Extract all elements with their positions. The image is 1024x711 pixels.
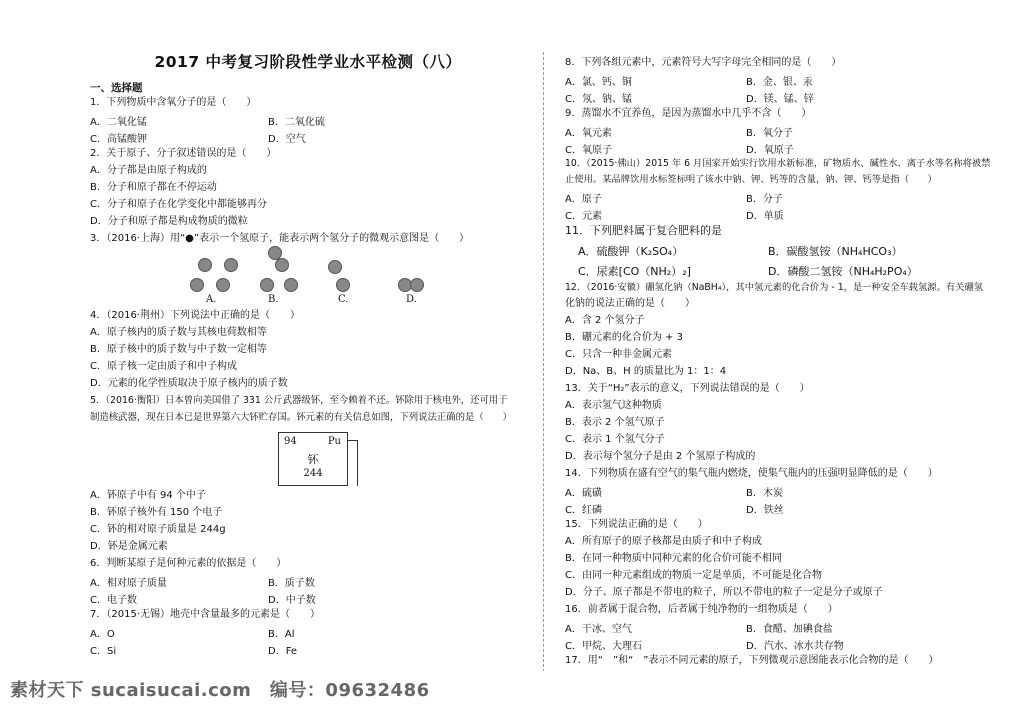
q15-option-d: D．分子、原子都是不带电的粒子，所以不带电的粒子一定是分子或原子: [565, 587, 883, 598]
q14-option-c: C．红磷: [565, 505, 602, 516]
q4-option-d: D．元素的化学性质取决于原子核内的质子数: [90, 378, 288, 389]
question-10-line-2: 止使用。某品牌饮用水标签标明了该水中钠、钾、钙等的含量，钠、钾、钙等是指（ ）: [565, 174, 937, 185]
question-14: 14．下列物质在盛有空气的集气瓶内燃烧，使集气瓶内的压强明显降低的是（ ）: [565, 468, 938, 479]
atom-dot: [260, 278, 274, 292]
q10-option-c: C．元素: [565, 211, 602, 222]
element-symbol: Pu: [327, 436, 341, 447]
q11-option-c: C．尿素[CO（NH₂）₂]: [578, 265, 691, 278]
q8-option-c: C．氖、钠、锰: [565, 94, 632, 105]
page-title: 2017 中考复习阶段性学业水平检测（八）: [154, 53, 462, 71]
q1-option-a: A．二氧化锰: [90, 117, 147, 128]
q1-option-b: B．二氧化硫: [268, 117, 325, 128]
q9-option-b: B．氧分子: [746, 128, 793, 139]
diagram-label-d: D.: [406, 294, 417, 305]
atom-dot: [275, 258, 289, 272]
q9-option-d: D．氧原子: [746, 145, 794, 156]
diagram-label-c: C.: [338, 294, 349, 305]
q15-option-c: C．由同一种元素组成的物质一定是单质，不可能是化合物: [565, 570, 822, 581]
q16-option-d: D．汽水、冰水共存物: [746, 641, 844, 652]
q6-option-c: C．电子数: [90, 595, 137, 606]
question-9: 9．蒸馏水不宜养鱼，是因为蒸馏水中几乎不含（ ）: [565, 108, 812, 119]
question-11: 11．下列肥料属于复合肥料的是: [565, 224, 722, 237]
q11-option-a: A．硫酸钾（K₂SO₄）: [578, 245, 684, 258]
q7-option-b: B．Al: [268, 629, 295, 640]
atomic-number: 94: [284, 436, 297, 447]
atom-dot: [190, 278, 204, 292]
element-card: [278, 432, 348, 486]
q8-option-d: D．镁、锰、锌: [746, 94, 814, 105]
element-card-edge: [348, 440, 358, 486]
question-5-line-2: 制造核武器，现在日本已是世界第六大钚贮存国。钚元素的有关信息如图，下列说法正确的是（ ）: [90, 412, 512, 423]
question-8: 8．下列各组元素中，元素符号大写字母完全相同的是（ ）: [565, 57, 842, 68]
section-heading: 一、选择题: [90, 82, 143, 94]
q13-option-c: C．表示 1 个氢气分子: [565, 434, 665, 445]
atom-dot: [224, 258, 238, 272]
question-3: 3．（2016·上海）用“●”表示一个氢原子，能表示两个氢分子的微观示意图是（ ）: [90, 233, 470, 244]
q10-option-a: A．原子: [565, 194, 602, 205]
question-16: 16．前者属于混合物，后者属于纯净物的一组物质是（ ）: [565, 604, 838, 615]
q5-option-a: A．钚原子中有 94 个中子: [90, 490, 206, 501]
q8-option-a: A．氯、钙、铜: [565, 77, 632, 88]
q10-option-b: B．分子: [746, 194, 783, 205]
q4-option-a: A．原子核内的质子数与其核电荷数相等: [90, 327, 267, 338]
diagram-label-a: A.: [206, 294, 217, 305]
q14-option-b: B．木炭: [746, 488, 783, 499]
question-12-line-1: 12．（2016·安徽）硼氢化钠（NaBH₄），其中氢元素的化合价为 - 1，是一种安全车载氢源。有关硼氢: [565, 282, 984, 293]
q2-option-a: A．分子都是由原子构成的: [90, 165, 207, 176]
atomic-mass: 244: [303, 468, 323, 479]
atom-dot: [328, 260, 342, 274]
q2-option-d: D．分子和原子都是构成物质的微粒: [90, 216, 248, 227]
q13-option-b: B．表示 2 个氢气原子: [565, 417, 665, 428]
question-15: 15．下列说法正确的是（ ）: [565, 519, 708, 530]
question-4: 4．（2016·荆州）下列说法中正确的是（ ）: [90, 310, 300, 321]
q15-option-b: B．在同一种物质中同种元素的化合价可能不相同: [565, 553, 782, 564]
question-7: 7．（2015·无锡）地壳中含量最多的元素是（ ）: [90, 609, 320, 620]
q7-option-c: C．Si: [90, 646, 117, 657]
question-12-line-2: 化钠的说法正确的是（ ）: [565, 298, 695, 309]
q1-option-c: C．高锰酸钾: [90, 134, 147, 145]
q12-option-a: A．含 2 个氢分子: [565, 315, 645, 326]
diagram-label-b: B.: [268, 294, 279, 305]
q16-option-b: B．食醋、加碘食盐: [746, 624, 833, 635]
watermark-banner: [0, 671, 1024, 711]
question-6: 6．判断某原子是何种元素的依据是（ ）: [90, 558, 287, 569]
q11-option-b: B．碳酸氢铵（NH₄HCO₃）: [768, 245, 903, 258]
q6-option-d: D．中子数: [268, 595, 316, 606]
q7-option-d: D．Fe: [268, 646, 298, 657]
question-10-line-1: 10．（2015·佛山）2015 年 6 月国家开始实行饮用水新标准，矿物质水、碱性水、离子水等名称将被禁: [565, 158, 991, 169]
atom-dot: [198, 258, 212, 272]
q15-option-a: A．所有原子的原子核都是由质子和中子构成: [565, 536, 762, 547]
q11-option-d: D．磷酸二氢铵（NH₄H₂PO₄）: [768, 265, 918, 278]
q6-option-a: A．相对原子质量: [90, 578, 167, 589]
q16-option-a: A．干冰、空气: [565, 624, 632, 635]
q12-option-d: D．Na、B、H 的质量比为 1：1：4: [565, 366, 727, 377]
q16-option-c: C．甲烷、大理石: [565, 641, 642, 652]
molecule-diagram: [190, 244, 430, 306]
q14-option-d: D．铁丝: [746, 505, 784, 516]
question-2: 2．关于原子、分子叙述错误的是（ ）: [90, 148, 277, 159]
question-1: 1．下列物质中含氧分子的是（ ）: [90, 97, 257, 108]
q14-option-a: A．硫磺: [565, 488, 602, 499]
q12-option-b: B．硼元素的化合价为 + 3: [565, 332, 683, 343]
atom-dot: [410, 278, 424, 292]
q6-option-b: B．质子数: [268, 578, 315, 589]
watermark-text: 素材天下 sucaisucai.com 编号：09632486: [10, 680, 430, 701]
q12-option-c: C．只含一种非金属元素: [565, 349, 672, 360]
q1-option-d: D．空气: [268, 134, 306, 145]
q5-option-d: D．钚是金属元素: [90, 541, 168, 552]
q7-option-a: A．O: [90, 629, 115, 640]
q2-option-c: C．分子和原子在化学变化中都能够再分: [90, 199, 267, 210]
q9-option-a: A．氧元素: [565, 128, 612, 139]
q13-option-a: A．表示氢气这种物质: [565, 400, 662, 411]
atom-dot: [336, 278, 350, 292]
question-5-line-1: 5．（2016·衡阳）日本曾向美国借了 331 公斤武器级钚，至今赖着不还。钚除用于核电外，还可用于: [90, 395, 508, 406]
q5-option-c: C．钚的相对原子质量是 244g: [90, 524, 226, 535]
q4-option-c: C．原子核一定由质子和中子构成: [90, 361, 237, 372]
q13-option-d: D．表示每个氢分子是由 2 个氢原子构成的: [565, 451, 756, 462]
question-17: 17．用“ ”和“ ”表示不同元素的原子，下列微观示意图能表示化合物的是（ ）: [565, 655, 939, 666]
q4-option-b: B．原子核中的质子数与中子数一定相等: [90, 344, 267, 355]
atom-dot: [216, 278, 230, 292]
column-divider: [543, 52, 544, 672]
q10-option-d: D．单质: [746, 211, 784, 222]
question-13: 13．关于“H₂”表示的意义，下列说法错误的是（ ）: [565, 383, 810, 394]
q9-option-c: C．氧原子: [565, 145, 612, 156]
atom-dot: [284, 278, 298, 292]
element-name: 钚: [307, 453, 319, 466]
q5-option-b: B．钚原子核外有 150 个电子: [90, 507, 223, 518]
q8-option-b: B．金、银、汞: [746, 77, 813, 88]
q2-option-b: B．分子和原子都在不停运动: [90, 182, 217, 193]
